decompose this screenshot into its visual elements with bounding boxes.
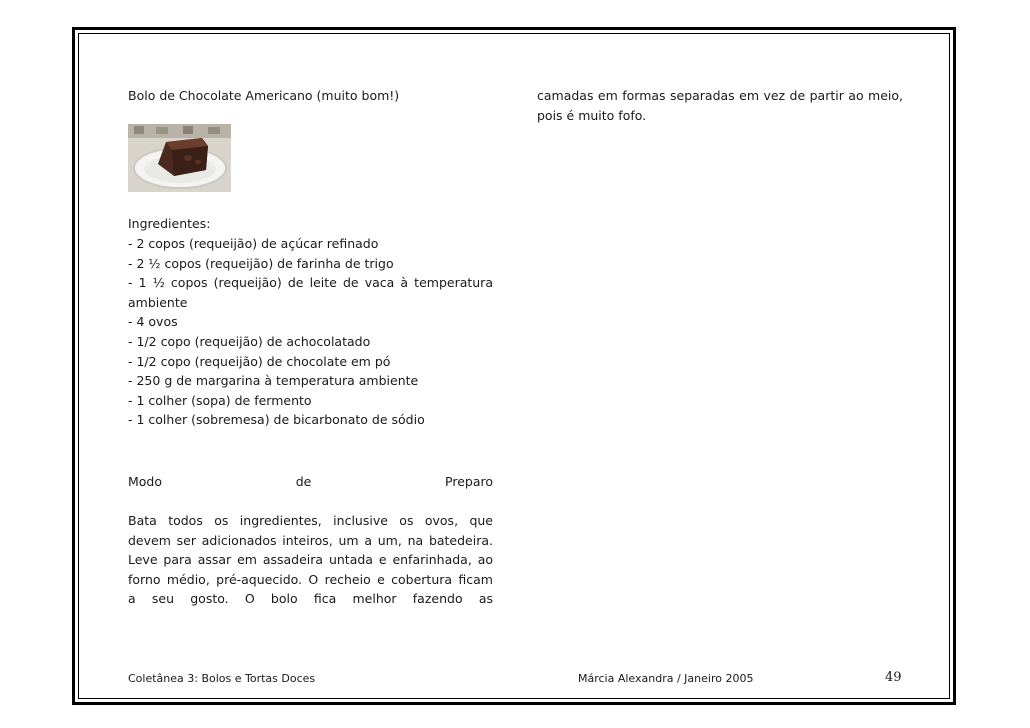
ingredient-item: - 4 ovos	[128, 314, 178, 330]
footer-collection: Coletânea 3: Bolos e Tortas Doces	[128, 672, 316, 685]
recipe-title: Bolo de Chocolate Americano (muito bom!)	[128, 88, 400, 103]
ingredients-heading: Ingredientes:	[128, 216, 211, 231]
continuation-text: camadas em formas separadas em vez de partir ao meio, pois é muito fofo.	[537, 88, 903, 123]
ingredient-item: - 1 colher (sobremesa) de bicarbonato de sódio	[128, 412, 425, 428]
page-number: 49	[885, 670, 902, 685]
ingredient-item: - 1 ½ copos (requeijão) de leite de vaca à temperatura ambiente	[128, 275, 493, 310]
ingredient-item: - 1 colher (sopa) de fermento	[128, 392, 312, 408]
ingredient-item: - 2 ½ copos (requeijão) de farinha de trigo	[128, 255, 394, 271]
ingredient-item: - 250 g de margarina à temperatura ambiente	[128, 373, 419, 389]
cake-photo	[128, 124, 231, 192]
footer-author-date: Márcia Alexandra / Janeiro 2005	[578, 672, 754, 685]
ingredient-item: - 2 copos (requeijão) de açúcar refinado	[128, 236, 379, 251]
method-heading: Modo de Preparo	[128, 474, 493, 489]
ingredient-item: - 1/2 copo (requeijão) de achocolatado	[128, 334, 371, 349]
method-text: Bata todos os ingredientes, inclusive os ovos, que devem ser adicionados inteiros, um a um, na batedeira. Leve para assar em assadeira untada e enfarinhada, ao forno médio, pré-aquecido. O recheio e cobertura ficam a seu gosto. O bolo fica melhor fazendo as	[128, 513, 493, 607]
ingredient-item: - 1/2 copo (requeijão) de chocolate em pó	[128, 353, 391, 369]
